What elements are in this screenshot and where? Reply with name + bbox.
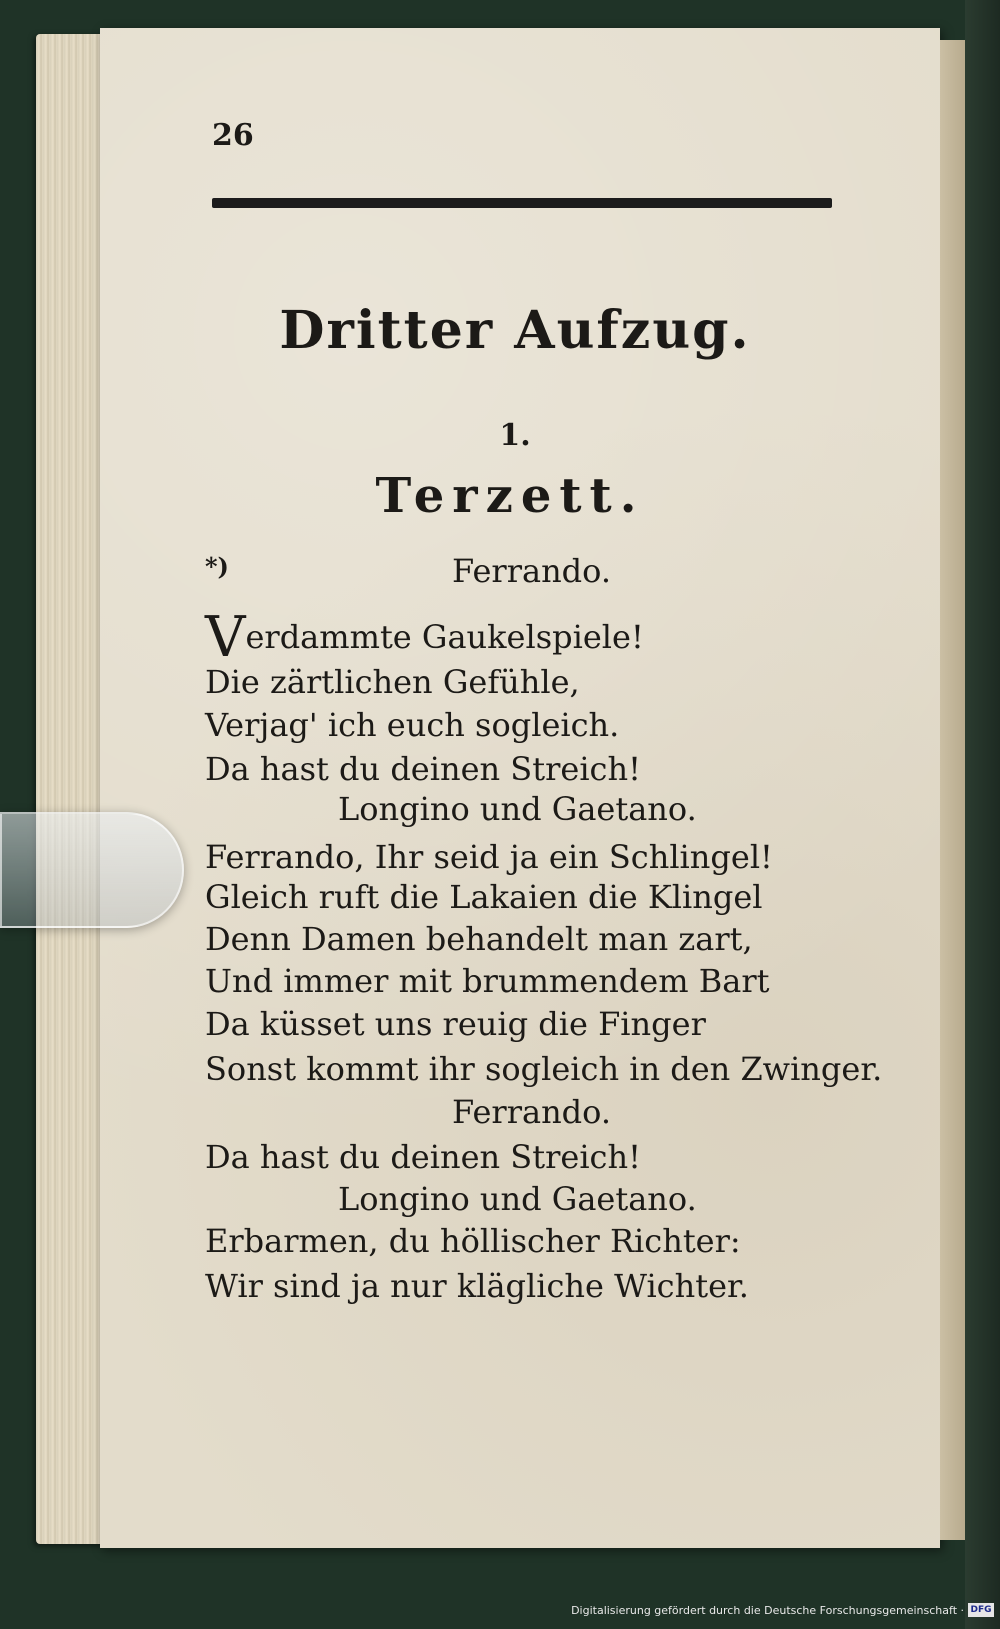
verse-line: Da küsset uns reuig die Finger <box>205 1005 706 1043</box>
verse-line: Wir sind ja nur klägliche Wichter. <box>205 1267 749 1305</box>
verse-line: Da hast du deinen Streich! <box>205 1138 641 1176</box>
book-page <box>100 28 940 1548</box>
verse-line: Verjag' ich euch sogleich. <box>205 706 620 744</box>
speaker-name: Ferrando. <box>452 1093 612 1131</box>
verse-line: Da hast du deinen Streich! <box>205 750 641 788</box>
speaker-name: Longino und Gaetano. <box>338 790 697 828</box>
page-stack-edges <box>36 34 108 1544</box>
verse-line: Die zärtlichen Gefühle, <box>205 663 580 701</box>
speaker-name: Ferrando. <box>452 552 612 590</box>
dfg-logo: DFG <box>968 1603 994 1617</box>
digitization-credit: Digitalisierung gefördert durch die Deutsche Forschungsgemeinschaft · <box>571 1604 964 1617</box>
page-number: 26 <box>212 118 254 153</box>
verse-line: Ferrando, Ihr seid ja ein Schlingel! <box>205 838 773 876</box>
background-right <box>965 0 1000 1629</box>
verse-line: Und immer mit brummendem Bart <box>205 962 770 1000</box>
facing-page-edge <box>940 40 965 1540</box>
verse-line: Erbarmen, du höllischer Richter: <box>205 1222 741 1260</box>
verse-line: Gleich ruft die Lakaien die Klingel <box>205 878 763 916</box>
glass-page-weight <box>0 812 184 928</box>
drop-cap: V <box>205 605 246 670</box>
scene-title: Terzett. <box>375 468 645 524</box>
scene-number: 1. <box>499 418 531 453</box>
act-title: Dritter Aufzug. <box>279 300 751 361</box>
footnote-mark: *) <box>205 552 229 581</box>
verse-line: Denn Damen behandelt man zart, <box>205 920 753 958</box>
verse-line: Sonst kommt ihr sogleich in den Zwinger. <box>205 1050 883 1088</box>
verse-line: Verdammte Gaukelspiele! <box>205 605 644 670</box>
header-rule <box>212 198 832 208</box>
speaker-name: Longino und Gaetano. <box>338 1180 697 1218</box>
